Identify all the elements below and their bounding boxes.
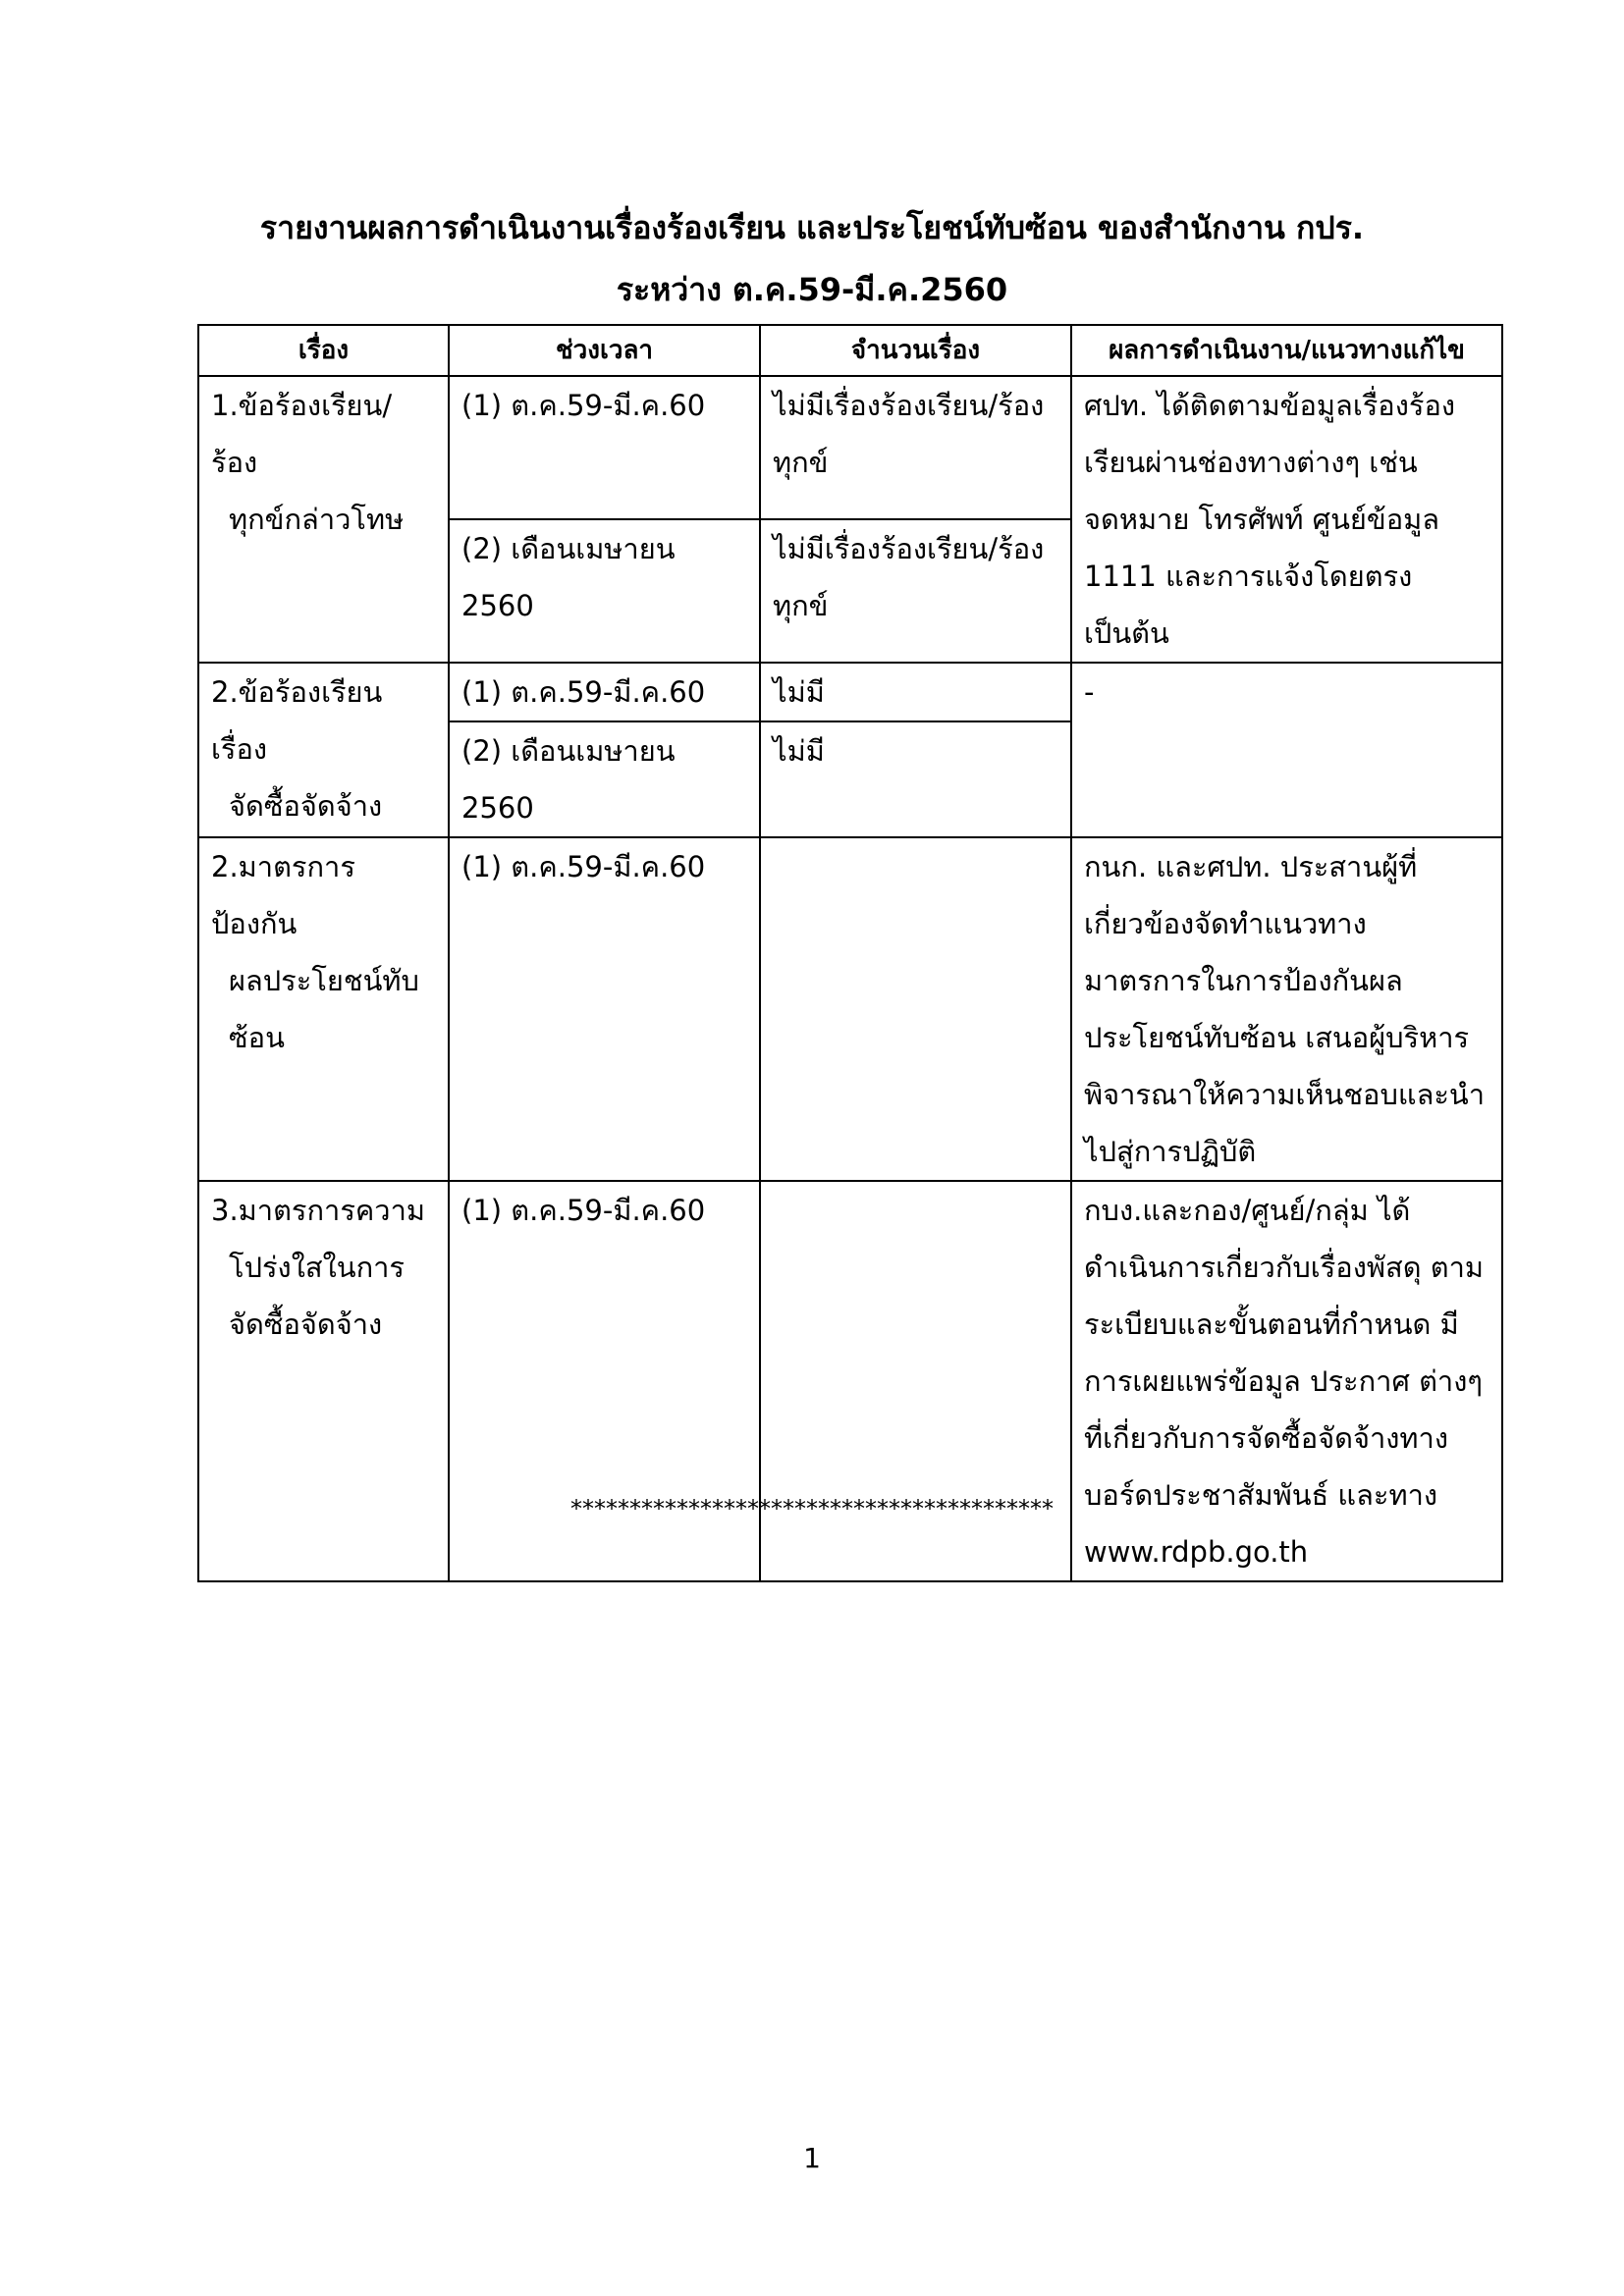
topic-line: ซ้อน [229, 1021, 285, 1054]
result-cell: ศปท. ได้ติดตามข้อมูลเรื่องร้องเรียนผ่านช่องทางต่างๆ เช่น จดหมาย โทรศัพท์ ศูนย์ข้อมูล 1111 และการแจ้งโดยตรง เป็นต้น [1071, 376, 1502, 663]
period-cell: (2) เดือนเมษายน 2560 [449, 721, 760, 837]
header-count: จำนวนเรื่อง [760, 325, 1071, 376]
table-row [198, 376, 1502, 519]
topic-line: 3.มาตรการความ [211, 1194, 425, 1227]
period-cell: (1) ต.ค.59-มี.ค.60 [449, 376, 760, 519]
table-row [198, 663, 1502, 721]
topic-line: โปร่งใสในการ [229, 1251, 405, 1284]
count-cell: ไม่มีเรื่องร้องเรียน/ร้องทุกข์ [760, 376, 1071, 519]
topic-line: 2.มาตรการป้องกัน [211, 850, 355, 940]
result-cell: - [1071, 663, 1502, 837]
report-table [197, 324, 1503, 1582]
period-cell: (2) เดือนเมษายน 2560 [449, 519, 760, 663]
period-cell: (1) ต.ค.59-มี.ค.60 [449, 1181, 760, 1581]
header-period: ช่วงเวลา [449, 325, 760, 376]
topic-line: 2.ข้อร้องเรียนเรื่อง [211, 675, 383, 766]
header-topic: เรื่อง [198, 325, 449, 376]
result-cell: กนก. และศปท. ประสานผู้ที่เกี่ยวข้องจัดทำแนวทาง มาตรการในการป้องกันผลประโยชน์ทับซ้อน เสนอผู้บริหารพิจารณาให้ความเห็นชอบและนำไปสู่การปฏิบัติ [1071, 837, 1502, 1181]
separator-line: ***************************************** [570, 1495, 1054, 1522]
topic-cell [198, 376, 449, 663]
topic-line: จัดซื้อจัดจ้าง [229, 789, 383, 823]
topic-line: จัดซื้อจัดจ้าง [229, 1308, 383, 1341]
report-title: รายงานผลการดำเนินงานเรื่องร้องเรียน และประโยชน์ทับซ้อน ของสำนักงาน กปร. [259, 209, 1365, 246]
result-cell: กบง.และกอง/ศูนย์/กลุ่ม ได้ดำเนินการเกี่ยวกับเรื่องพัสดุ ตามระเบียบและขั้นตอนที่กำหนด มีการเผยแพร่ข้อมูล ประกาศ ต่างๆ ที่เกี่ยวกับการจัดซื้อจัดจ้างทางบอร์ดประชาสัมพันธ์ และทาง www.rdpb.go.th [1071, 1181, 1502, 1581]
topic-cell [198, 837, 449, 1181]
table-header-row [198, 325, 1502, 376]
table-row [198, 837, 1502, 1181]
header-result: ผลการดำเนินงาน/แนวทางแก้ไข [1071, 325, 1502, 376]
topic-cell [198, 663, 449, 837]
report-period-title: ระหว่าง ต.ค.59-มี.ค.2560 [616, 271, 1008, 308]
page-number: 1 [803, 2142, 821, 2174]
topic-line: ทุกข์กล่าวโทษ [229, 503, 405, 536]
period-cell: (1) ต.ค.59-มี.ค.60 [449, 837, 760, 1181]
period-cell: (1) ต.ค.59-มี.ค.60 [449, 663, 760, 721]
topic-line: 1.ข้อร้องเรียน/ร้อง [211, 389, 393, 479]
topic-line: ผลประโยชน์ทับ [229, 964, 419, 997]
count-cell: ไม่มีเรื่องร้องเรียน/ร้องทุกข์ [760, 519, 1071, 663]
count-cell: ไม่มี [760, 663, 1071, 721]
count-cell: ไม่มี [760, 721, 1071, 837]
count-cell [760, 837, 1071, 1181]
